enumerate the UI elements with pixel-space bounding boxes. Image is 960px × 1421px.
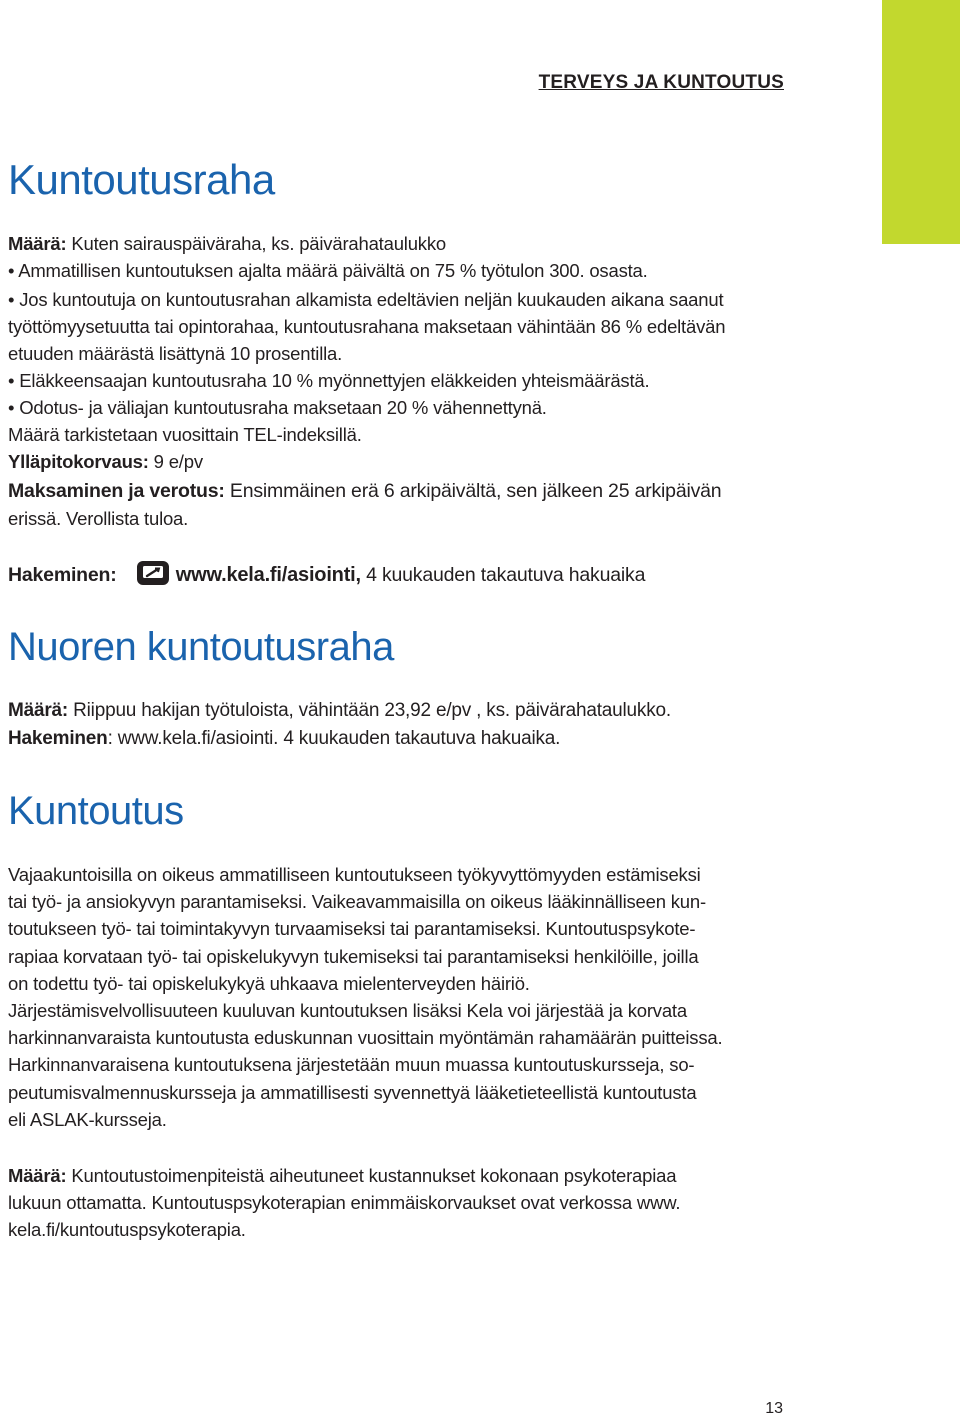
paragraph-line: harkinnanvaraista kuntoutusta eduskunnan vuosittain myöntämän rahamäärän puitteissa.: [8, 1027, 723, 1049]
nuoren-maara-label: Määrä:: [8, 700, 69, 721]
index-note: Määrä tarkistetaan vuosittain TEL-indeksillä.: [8, 424, 362, 445]
computer-mouse-icon: [136, 560, 170, 592]
corner-accent-bar: [882, 0, 960, 244]
nuoren-maara-text: Riippuu hakijan työtuloista, vähintään 23,92 e/pv , ks. päivärahataulukko.: [68, 700, 671, 721]
bullet-elakkeensaaja: • Eläkkeensaajan kuntoutusraha 10 % myönnettyjen eläkkeiden yhteismäärästä.: [8, 370, 650, 391]
paragraph-line: Järjestämisvelvollisuuteen kuuluvan kuntoutuksen lisäksi Kela voi järjestää ja korvata: [8, 1000, 687, 1022]
maksaminen-text: Ensimmäinen erä 6 arkipäivältä, sen jälkeen 25 arkipäivän: [224, 480, 722, 502]
paragraph-line: lukuun ottamatta. Kuntoutuspsykoterapian enimmäiskorvaukset ovat verkossa www.: [8, 1192, 681, 1214]
kuntoutus-maara-text: Kuntoutustoimenpiteistä aiheutuneet kustannukset kokonaan psykoterapiaa: [66, 1165, 677, 1186]
maara-label: Määrä:: [8, 233, 67, 254]
heading-nuoren-kuntoutusraha: Nuoren kuntoutusraha: [8, 625, 394, 669]
kuntoutus-paragraph: [8, 861, 784, 1133]
nuoren-hakeminen-text: : www.kela.fi/asiointi. 4 kuukauden takautuva hakuaika.: [107, 728, 561, 749]
page-number: 13: [765, 1400, 783, 1417]
bullet-tyottomyys-line3: etuuden määrästä lisättynä 10 prosentilla.: [8, 343, 343, 364]
paragraph-line: toutukseen työ- tai toimintakyvyn turvaamiseksi tai parantamiseksi. Kuntoutuspsykote-: [8, 918, 696, 940]
section-label: TERVEYS JA KUNTOUTUS: [538, 72, 784, 93]
heading-kuntoutus: Kuntoutus: [8, 789, 184, 833]
bullet-tyottomyys-line1: • Jos kuntoutuja on kuntoutusrahan alkamista edeltävien neljän kuukauden aikana saanut: [8, 289, 724, 310]
paragraph-line: eli ASLAK-kursseja.: [8, 1108, 167, 1130]
yllapitokorvaus: [8, 450, 203, 474]
nuoren-hakeminen: [8, 727, 560, 751]
hakeminen-label: Hakeminen:: [8, 564, 117, 586]
nuoren-hakeminen-label: Hakeminen: [8, 728, 108, 749]
hakeminen-text: 4 kuukauden takautuva hakuaika: [360, 564, 646, 586]
maara-text: Kuten sairauspäiväraha, ks. päivärahataulukko: [66, 233, 446, 254]
yllapito-value: 9 e/pv: [148, 451, 203, 472]
bullet-odotus: • Odotus- ja väliajan kuntoutusraha maksetaan 20 % vähennettynä.: [8, 397, 547, 418]
paragraph-line: tai työ- ja ansiokyvyn parantamiseksi. Vaikeavammaisilla on oikeus lääkinnälliseen kun-: [8, 891, 706, 913]
maksaminen-label: Maksaminen ja verotus:: [8, 480, 225, 502]
bullet-ammatillinen: • Ammatillisen kuntoutuksen ajalta määrä päivältä on 75 % työtulon 300. osasta.: [8, 260, 648, 281]
hakeminen-row: [8, 560, 645, 592]
nuoren-maara: [8, 699, 671, 723]
kuntoutus-maara: [8, 1162, 784, 1244]
maksaminen: [8, 479, 721, 503]
paragraph-line: peutumisvalmennuskursseja ja ammatillisesti syvennettyä lääketieteellistä kuntoutusta: [8, 1081, 697, 1103]
paragraph-line: Harkinnanvaraisena kuntoutuksena järjestetään muun muassa kuntoutuskursseja, so-: [8, 1054, 695, 1076]
kuntoutusraha-maara: [8, 232, 446, 256]
hakeminen-link[interactable]: www.kela.fi/asiointi,: [175, 564, 361, 586]
yllapito-label: Ylläpitokorvaus:: [8, 451, 149, 472]
paragraph-line: on todettu työ- tai opiskelukykyä uhkaava mielenterveyden häiriö.: [8, 972, 530, 994]
heading-kuntoutusraha: Kuntoutusraha: [8, 156, 275, 203]
bullet-tyottomyys-line2: työttömyysetuutta tai opintorahaa, kuntoutusrahana maksetaan vähintään 86 % edeltävän: [8, 316, 726, 337]
maksaminen-line2: erissä. Verollista tuloa.: [8, 508, 189, 529]
paragraph-line: rapiaa korvataan työ- tai opiskelukyvyn tukemiseksi tai parantamiseksi henkilöille, joilla: [8, 945, 699, 967]
paragraph-line: [8, 1162, 784, 1189]
paragraph-line: Vajaakuntoisilla on oikeus ammatilliseen kuntoutukseen työkyvyttömyyden estämiseksi: [8, 864, 701, 885]
kuntoutus-maara-label: Määrä:: [8, 1165, 67, 1186]
paragraph-line: kela.fi/kuntoutuspsykoterapia.: [8, 1219, 246, 1241]
